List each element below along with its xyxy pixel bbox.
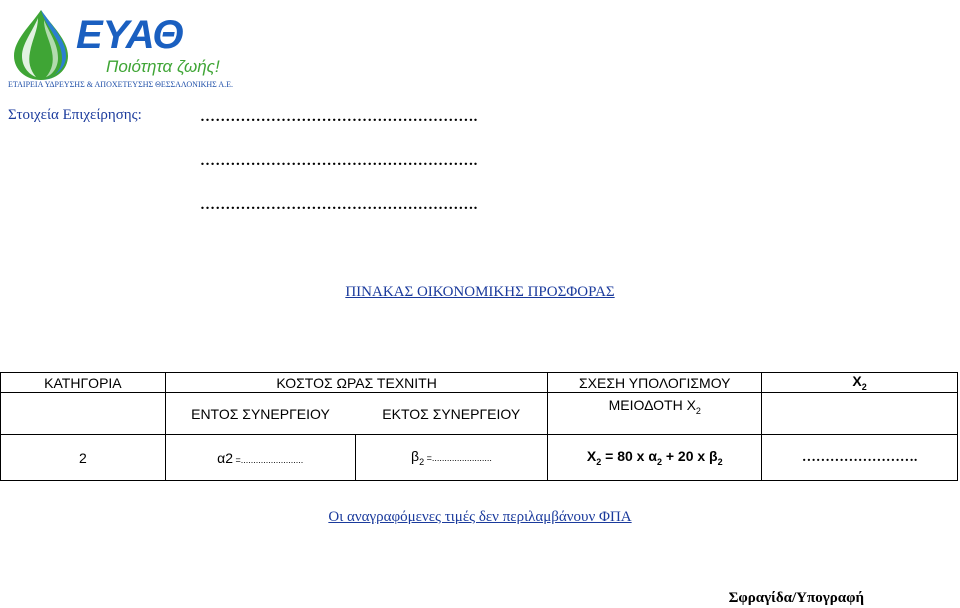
business-line-3: ……………………………………………….	[200, 197, 478, 213]
x2-result-field[interactable]: …………………….	[762, 435, 958, 481]
business-details-label: Στοιχεία Επιχείρησης:	[8, 107, 142, 123]
row-category: 2	[1, 435, 166, 481]
subheader-bidder: ΜΕΙΟΔΟΤΗ $X_2$	[548, 393, 762, 435]
table-row	[1, 435, 958, 481]
subheader-x-empty	[762, 393, 958, 435]
calculation-formula: $X_2 = 80$ x $\alpha_2 + 20$ x $\beta_2$	[548, 435, 762, 481]
svg-text:ΕΥΑΘ: ΕΥΑΘ	[76, 13, 184, 57]
header-category: ΚΑΤΗΓΟΡΙΑ	[1, 373, 166, 393]
business-line-2: ……………………………………………….	[200, 153, 478, 169]
company-logo	[8, 6, 220, 84]
alpha2-field[interactable]: α2 =.........................	[165, 435, 355, 481]
beta2-field[interactable]: $\beta_2$ =........................	[355, 435, 548, 481]
page-title: ΠΙΝΑΚΑΣ ΟΙΚΟΝΟΜΙΚΗΣ ΠΡΟΣΦΟΡΑΣ	[345, 284, 615, 300]
subheader-category-empty	[1, 393, 166, 435]
table-header-row	[1, 373, 958, 393]
header-x2: $X_2$	[762, 373, 958, 393]
table-subheader-row	[1, 393, 958, 435]
signature-label: Σφραγίδα/Υπογραφή	[728, 590, 864, 606]
company-name: ΕΤΑΙΡΕΙΑ ΥΔΡΕΥΣΗΣ & ΑΠΟΧΕΤΕΥΣΗΣ ΘΕΣΣΑΛΟΝΙΚΗΣ Α.Ε.	[8, 80, 234, 89]
svg-text:Ποιότητα ζωής!: Ποιότητα ζωής!	[106, 57, 220, 76]
water-drop-logo-icon	[8, 6, 220, 84]
header-cost: ΚΟΣΤΟΣ ΩΡΑΣ ΤΕΧΝΙΤΗ	[165, 373, 548, 393]
financial-offer-table	[0, 372, 958, 481]
subheader-outside: ΕΚΤΟΣ ΣΥΝΕΡΓΕΙΟΥ	[355, 393, 548, 435]
vat-note: Οι αναγραφόμενες τιμές δεν περιλαμβάνουν ΦΠΑ	[328, 509, 632, 525]
subheader-inside: ΕΝΤΟΣ ΣΥΝΕΡΓΕΙΟΥ	[165, 393, 355, 435]
header-relation: ΣΧΕΣΗ ΥΠΟΛΟΓΙΣΜΟΥ	[548, 373, 762, 393]
business-line-1: ……………………………………………….	[200, 109, 478, 125]
